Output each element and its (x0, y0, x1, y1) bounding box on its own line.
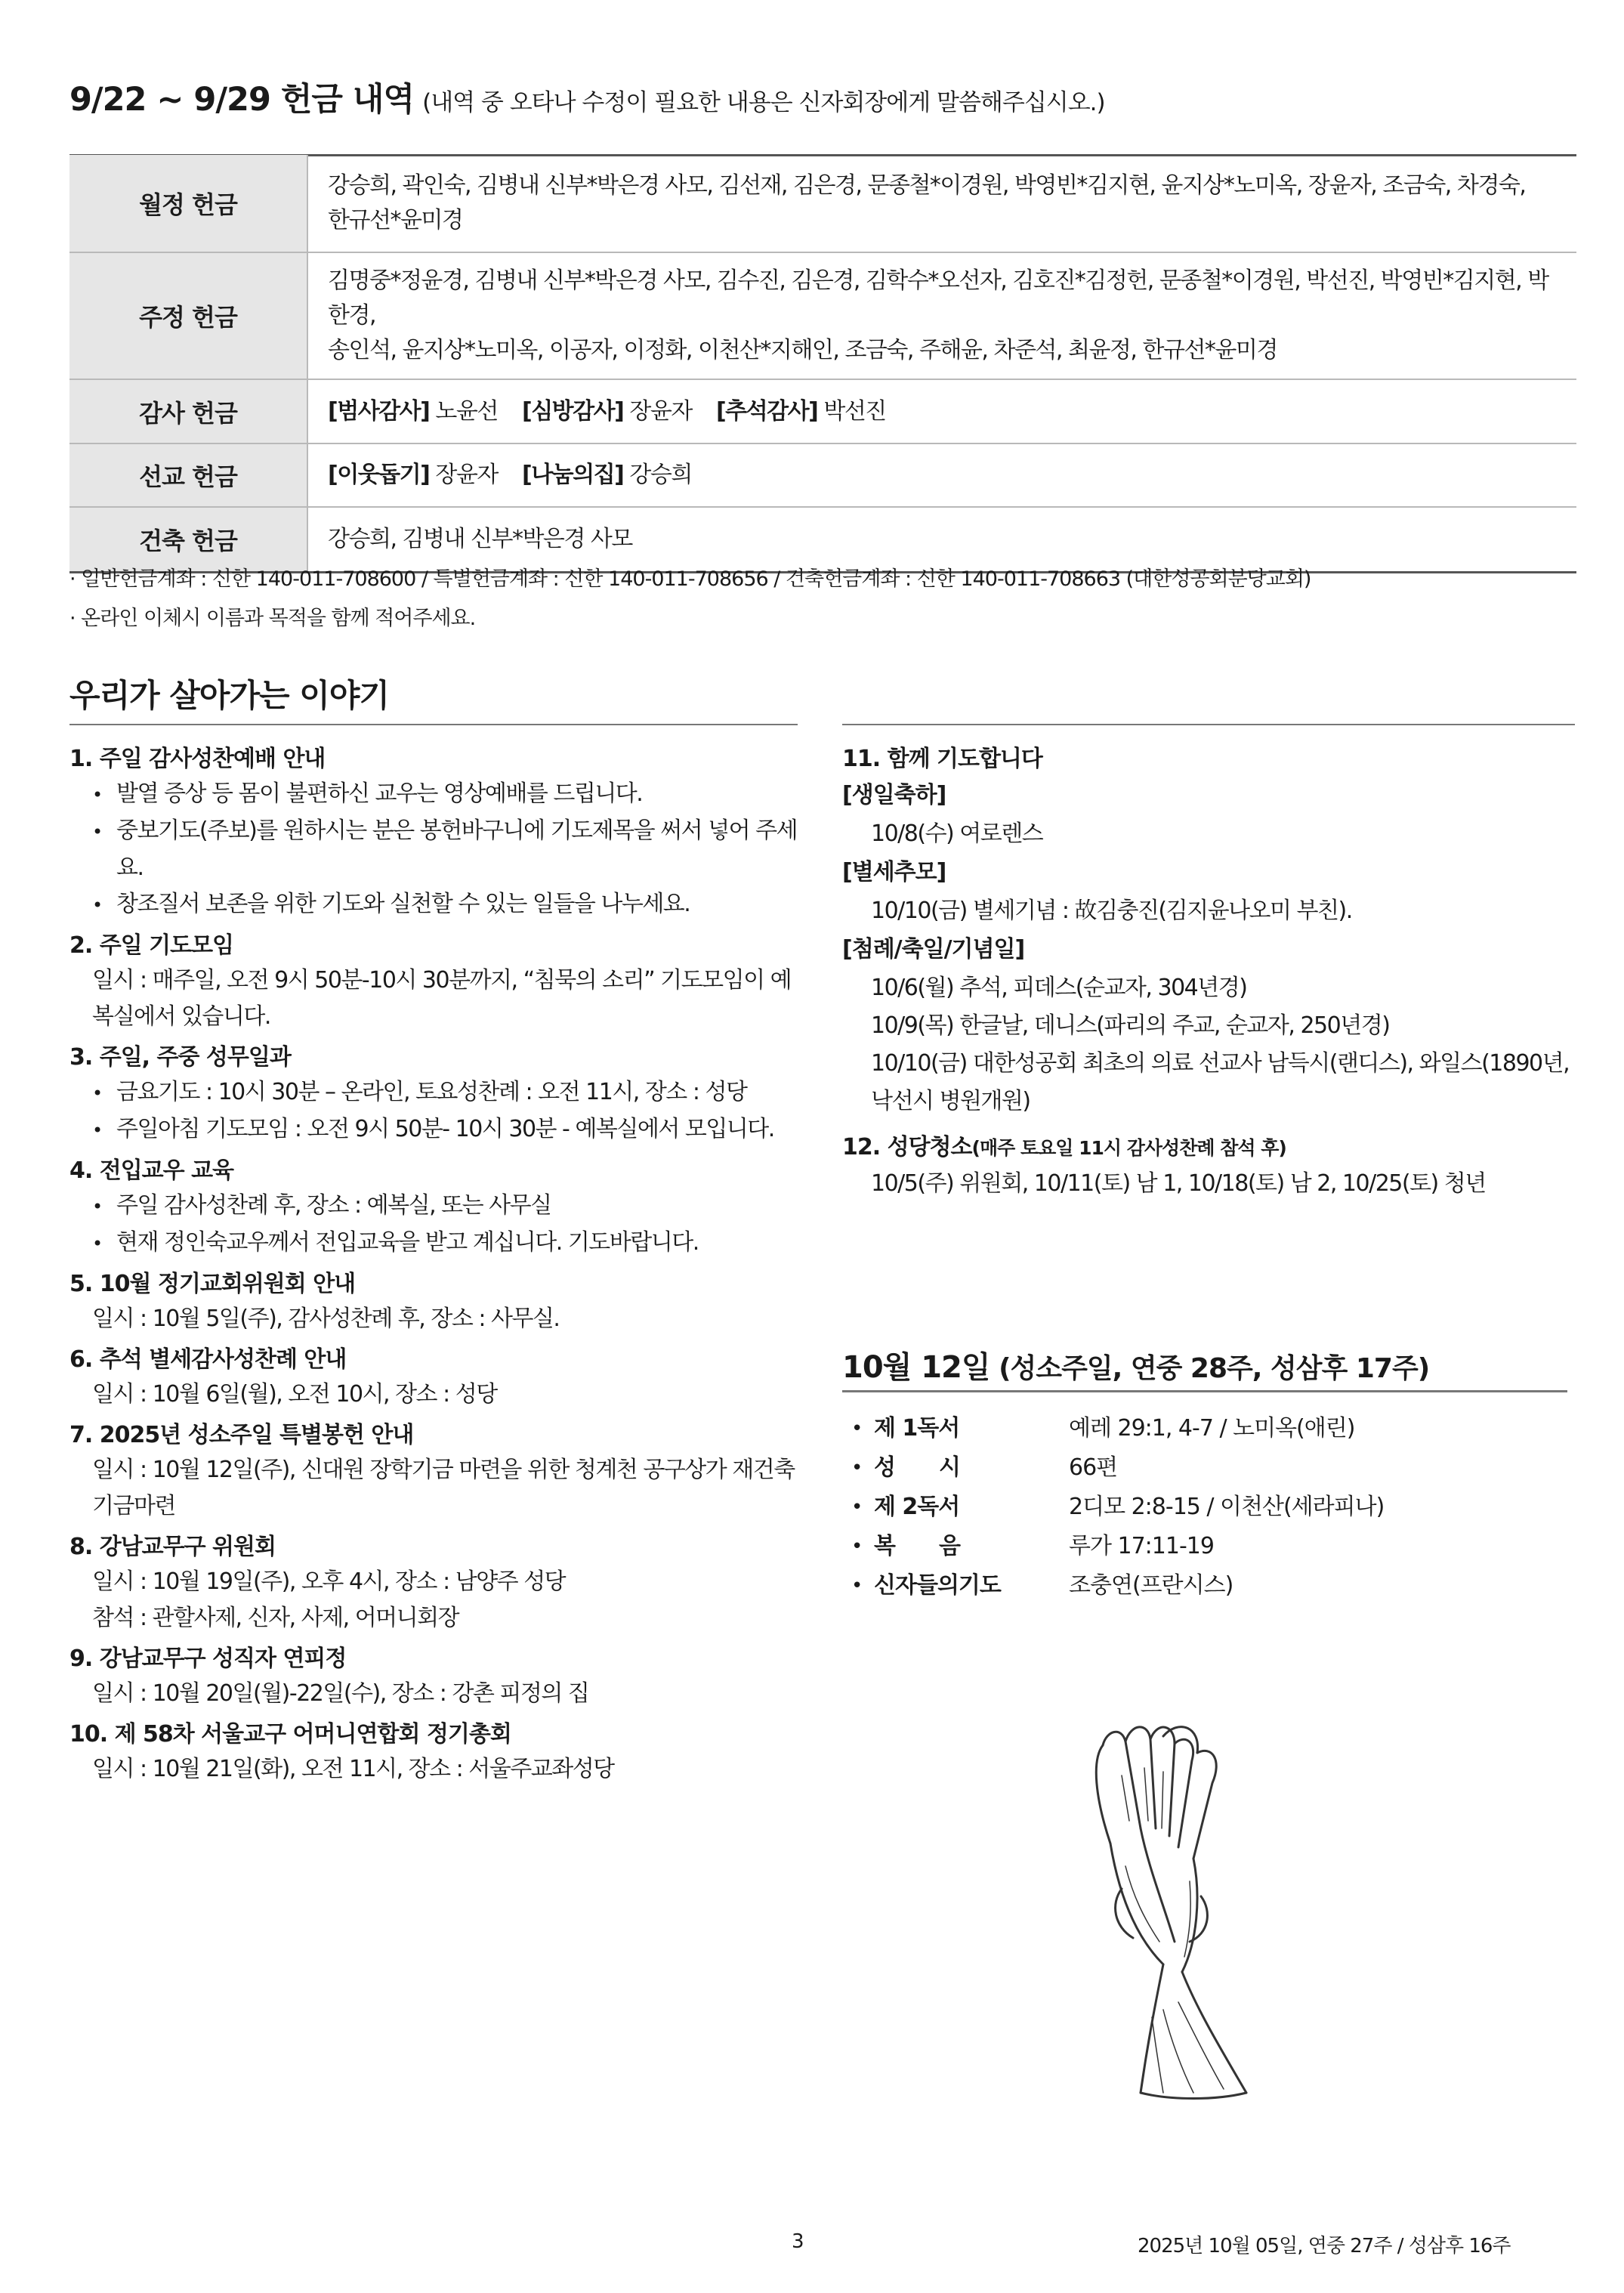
item-title: 8. 강남교무구 위원회 (69, 1534, 276, 1560)
table-row (69, 252, 1576, 379)
list-item (69, 1531, 810, 1636)
reading-value: 조충연(프란시스) (1069, 1572, 1233, 1599)
offering-tag: [나눔의집] (521, 462, 624, 488)
list-item (69, 1268, 810, 1337)
item-title: 7. 2025년 성소주일 특별봉헌 안내 (69, 1422, 414, 1448)
sub-heading: [첨례/축일/기념일] (842, 936, 1025, 963)
offering-category: 월정 헌금 (69, 155, 307, 252)
reading-value: 66편 (1069, 1454, 1118, 1481)
offering-name: 장윤자 (623, 397, 692, 425)
offering-title: 9/22 ~ 9/29 헌금 내역 (69, 81, 414, 119)
table-row (842, 1566, 1384, 1605)
list-item (69, 1343, 810, 1413)
sunday-subtitle: (성소주일, 연중 28주, 성삼후 17주) (990, 1353, 1430, 1384)
item-title-note: (매주 토요일 11시 감사성찬례 참석 후) (971, 1137, 1286, 1159)
feast-entry: 10/9(목) 한글날, 데니스(파리의 주교, 순교자, 250년경) (871, 1012, 1390, 1039)
offering-name: 강승희 (623, 462, 692, 488)
reading-label: 제 2독서 (874, 1494, 960, 1520)
account-info: · 일반헌금계좌 : 신한 140-011-708600 / 특별헌금계좌 : 신한 140-011-708656 / 건축헌금계좌 : 신한 140-011-708663 (대한성공회분당교회) (69, 567, 1311, 591)
bullet-list (69, 1188, 810, 1262)
offering-name: 노윤선 (429, 397, 498, 425)
table-row (842, 1527, 1384, 1566)
offering-name: 장윤자 (429, 462, 498, 488)
offering-category: 감사 헌금 (69, 379, 307, 443)
offering-names (307, 379, 1576, 443)
item-title: 2. 주일 기도모임 (69, 932, 234, 959)
list-item (69, 929, 810, 1035)
section-divider (69, 724, 798, 725)
bullet-list (69, 776, 810, 923)
offering-names (307, 155, 1576, 252)
item-body: 일시 : 10월 12일(주), 신대원 장학기금 마련을 위한 청계천 공구상가 재건축 기금마련 (92, 1457, 795, 1519)
bullet-item: • 금요기도 : 10시 30분 – 온라인, 토요성찬례 : 오전 11시, 장소 : 성당 (92, 1074, 810, 1111)
sub-heading: [생일축하] (842, 782, 946, 808)
item-body: 참석 : 관할사제, 신자, 사제, 어머니회장 (92, 1605, 459, 1631)
reading-value: 2디모 2:8-15 / 이천산(세라피나) (1069, 1494, 1385, 1520)
item-title: 4. 전입교우 교육 (69, 1157, 234, 1184)
item-title: 1. 주일 감사성찬예배 안내 (69, 746, 326, 772)
offering-names (307, 252, 1576, 379)
list-item (69, 1154, 810, 1262)
table-row (69, 155, 1576, 252)
sunday-date: 10월 12일 (842, 1350, 990, 1385)
item-title: 9. 강남교무구 성직자 연피정 (69, 1646, 347, 1672)
bullet-item: • 발열 증상 등 몸이 불편하신 교우는 영상예배를 드립니다. (92, 776, 810, 813)
bullet-item: • 주일 감사성찬례 후, 장소 : 예복실, 또는 사무실 (92, 1188, 810, 1225)
item-title: 6. 추석 별세감사성찬례 안내 (69, 1346, 347, 1373)
offering-category: 선교 헌금 (69, 443, 307, 507)
reading-label: 성 시 (874, 1454, 960, 1481)
reading-value: 루가 17:11-19 (1069, 1533, 1214, 1559)
item-title: 11. 함께 기도합니다 (842, 746, 1042, 772)
online-transfer-note: · 온라인 이체시 이름과 목적을 함께 적어주세요. (69, 607, 476, 630)
offering-tag: [범사감사] (328, 397, 430, 425)
memorial-entry: 10/10(금) 별세기념 : 故김충진(김지윤나오미 부친). (871, 898, 1352, 924)
stories-left-column (69, 737, 810, 1788)
table-row (842, 1409, 1384, 1448)
item-body: 일시 : 10월 20일(월)-22일(수), 장소 : 강촌 피정의 집 (92, 1680, 589, 1707)
item-body: 일시 : 10월 21일(화), 오전 11시, 장소 : 서울주교좌성당 (92, 1756, 614, 1782)
bullet-item: • 현재 정인숙교우께서 전입교육을 받고 계십니다. 기도바랍니다. (92, 1225, 810, 1262)
reading-label: 복 음 (874, 1533, 960, 1559)
item-title: 3. 주일, 주중 성무일과 (69, 1044, 291, 1071)
reading-label: 신자들의기도 (874, 1572, 1001, 1599)
table-row (842, 1488, 1384, 1527)
stories-right-column (842, 737, 1582, 1203)
item-body: 일시 : 매주일, 오전 9시 50분-10시 30분까지, “침묵의 소리” 기도모임이 예복실에서 있습니다. (92, 967, 792, 1030)
section-divider (842, 724, 1575, 725)
table-row (842, 1448, 1384, 1488)
item-title-text: 12. 성당청소 (842, 1134, 972, 1160)
item-body: 일시 : 10월 5일(주), 감사성찬례 후, 장소 : 사무실. (92, 1306, 560, 1332)
offering-table (69, 155, 1576, 573)
footer-date: 2025년 10월 05일, 연중 27주 / 성삼후 16주 (1138, 2235, 1511, 2257)
sub-heading: [별세추모] (842, 859, 946, 885)
cleaning-schedule: 10/5(주) 위원회, 10/11(토) 남 1, 10/18(토) 남 2, 10/25(토) 청년 (871, 1170, 1486, 1197)
readings-table (842, 1409, 1384, 1605)
bullet-dot: • (851, 1417, 863, 1440)
item-title: 10. 제 58차 서울교구 어머니연합회 정기총회 (69, 1721, 511, 1748)
names-line: 김명중*정윤경, 김병내 신부*박은경 사모, 김수진, 김은경, 김학수*오선자, 김호진*김정헌, 문종철*이경원, 박선진, 박영빈*김지현, 박한경, (328, 267, 1548, 329)
list-item (69, 1041, 810, 1148)
offering-note: (내역 중 오타나 수정이 필요한 내용은 신자회장에게 말씀해주십시오.) (422, 89, 1105, 116)
feast-entry: 10/10(금) 대한성공회 최초의 의료 선교사 남득시(랜디스), 와일스(1890년, 낙선시 병원개원) (871, 1050, 1570, 1114)
offering-names (307, 443, 1576, 507)
table-row (69, 379, 1576, 443)
names-line: 강승희, 김병내 신부*박은경 사모 (328, 525, 632, 552)
bullet-dot: • (851, 1535, 863, 1558)
reading-value: 예레 29:1, 4-7 / 노미옥(애린) (1069, 1415, 1355, 1442)
offering-header (69, 74, 1565, 120)
list-item (69, 1419, 810, 1525)
bullet-item: • 창조질서 보존을 위한 기도와 실천할 수 있는 일들을 나누세요. (92, 886, 810, 923)
page-number: 3 (792, 2230, 804, 2253)
birthday-entry: 10/8(수) 여로렌스 (871, 820, 1043, 847)
names-line: 한규선*윤미경 (328, 207, 463, 233)
stories-title: 우리가 살아가는 이야기 (69, 677, 389, 714)
bullet-item: • 중보기도(주보)를 원하시는 분은 봉헌바구니에 기도제목을 써서 넣어 주세요. (92, 813, 810, 886)
list-item (69, 743, 810, 923)
bullet-dot: • (851, 1496, 863, 1519)
names-line: 송인석, 윤지상*노미옥, 이공자, 이정화, 이천산*지해인, 조금숙, 주해윤, 차준석, 최윤정, 한규선*윤미경 (328, 337, 1277, 363)
offering-category: 주정 헌금 (69, 252, 307, 379)
bullet-list (69, 1074, 810, 1148)
offering-tag: [추석감사] (715, 397, 818, 425)
list-item (69, 1718, 810, 1788)
offering-category: 건축 헌금 (69, 507, 307, 572)
table-row (69, 443, 1576, 507)
list-item (842, 1131, 1582, 1203)
bullet-dot: • (851, 1575, 863, 1597)
feast-entry: 10/6(월) 추석, 피데스(순교자, 304년경) (871, 975, 1247, 1001)
sunday-heading (842, 1343, 1429, 1386)
list-item (69, 1642, 810, 1712)
item-body: 일시 : 10월 19일(주), 오후 4시, 장소 : 남양주 성당 (92, 1568, 566, 1595)
item-title (842, 1131, 1582, 1165)
item-title: 5. 10월 정기교회위원회 안내 (69, 1271, 356, 1297)
praying-hands-icon (1050, 1715, 1277, 2108)
offering-name: 박선진 (817, 397, 886, 425)
list-item (842, 743, 1582, 1120)
reading-label: 제 1독서 (874, 1415, 960, 1442)
item-body: 일시 : 10월 6일(월), 오전 10시, 장소 : 성당 (92, 1381, 497, 1408)
bullet-dot: • (851, 1457, 863, 1479)
section-divider (842, 1390, 1567, 1392)
offering-tag: [심방감사] (521, 397, 624, 425)
bullet-item: • 주일아침 기도모임 : 오전 9시 50분- 10시 30분 - 예복실에서 모입니다. (92, 1111, 810, 1148)
offering-tag: [이웃돕기] (328, 462, 430, 488)
names-line: 강승희, 곽인숙, 김병내 신부*박은경 사모, 김선재, 김은경, 문종철*이경원, 박영빈*김지현, 윤지상*노미옥, 장윤자, 조금숙, 차경숙, (328, 172, 1526, 199)
